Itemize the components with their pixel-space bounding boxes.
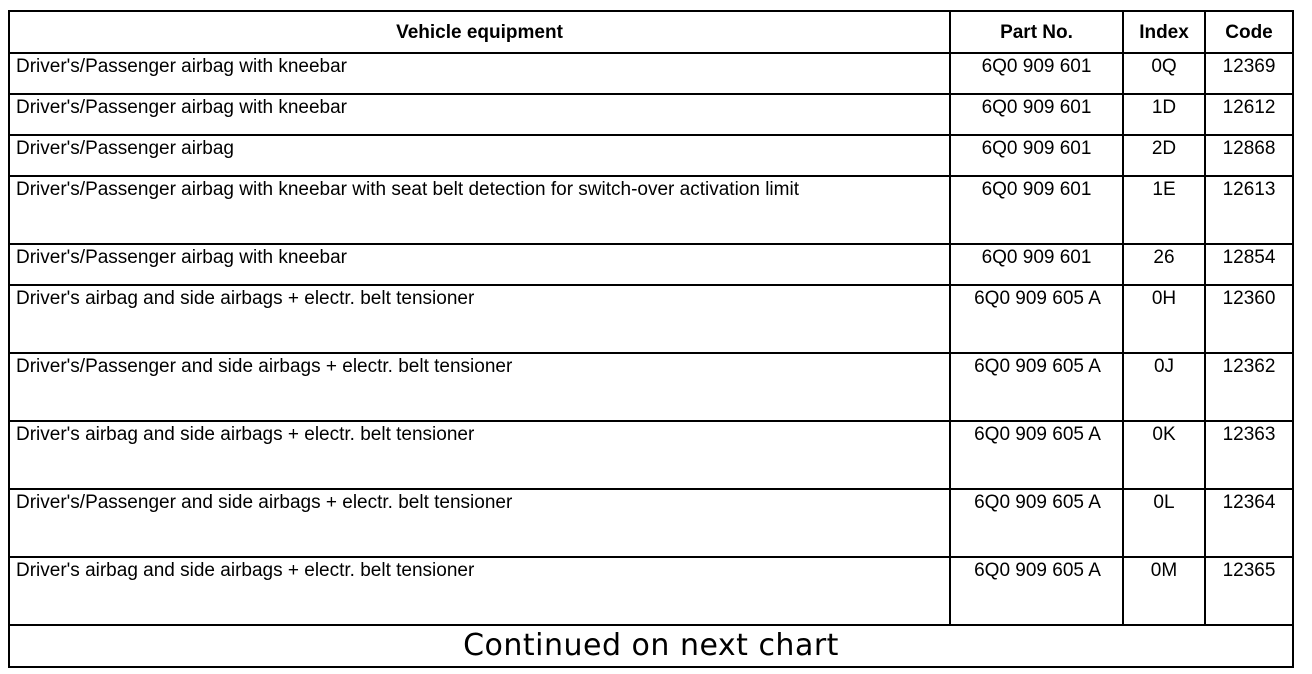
header-code: Code <box>1205 11 1293 53</box>
part-no-cell: 6Q0 909 601 <box>950 94 1123 135</box>
equipment-cell: Driver's/Passenger airbag with kneebar <box>9 94 950 135</box>
table-row <box>9 285 1293 353</box>
table-row <box>9 489 1293 557</box>
vehicle-equipment-table <box>8 10 1294 668</box>
code-cell: 12854 <box>1205 244 1293 285</box>
code-cell: 12613 <box>1205 176 1293 244</box>
part-no-cell: 6Q0 909 601 <box>950 244 1123 285</box>
index-cell: 1E <box>1123 176 1205 244</box>
code-cell: 12360 <box>1205 285 1293 353</box>
part-no-cell: 6Q0 909 605 A <box>950 285 1123 353</box>
table-header-row <box>9 11 1293 53</box>
equipment-cell: Driver's/Passenger and side airbags + electr. belt tensioner <box>9 489 950 557</box>
table-row <box>9 176 1293 244</box>
code-cell: 12364 <box>1205 489 1293 557</box>
table-row <box>9 135 1293 176</box>
equipment-cell: Driver's/Passenger airbag with kneebar <box>9 53 950 94</box>
index-cell: 0K <box>1123 421 1205 489</box>
index-cell: 0Q <box>1123 53 1205 94</box>
equipment-cell: Driver's/Passenger and side airbags + electr. belt tensioner <box>9 353 950 421</box>
code-cell: 12868 <box>1205 135 1293 176</box>
table-row <box>9 353 1293 421</box>
part-no-cell: 6Q0 909 605 A <box>950 557 1123 625</box>
code-cell: 12612 <box>1205 94 1293 135</box>
table-row <box>9 244 1293 285</box>
index-cell: 0H <box>1123 285 1205 353</box>
table-row <box>9 53 1293 94</box>
part-no-cell: 6Q0 909 601 <box>950 135 1123 176</box>
code-cell: 12362 <box>1205 353 1293 421</box>
equipment-cell: Driver's/Passenger airbag <box>9 135 950 176</box>
index-cell: 0M <box>1123 557 1205 625</box>
table-row <box>9 94 1293 135</box>
index-cell: 1D <box>1123 94 1205 135</box>
index-cell: 0L <box>1123 489 1205 557</box>
equipment-cell: Driver's airbag and side airbags + electr. belt tensioner <box>9 285 950 353</box>
equipment-cell: Driver's airbag and side airbags + electr. belt tensioner <box>9 421 950 489</box>
index-cell: 2D <box>1123 135 1205 176</box>
part-no-cell: 6Q0 909 605 A <box>950 421 1123 489</box>
table-footer-row <box>9 625 1293 667</box>
index-cell: 26 <box>1123 244 1205 285</box>
equipment-cell: Driver's/Passenger airbag with kneebar with seat belt detection for switch-over activation limit <box>9 176 950 244</box>
header-part-no: Part No. <box>950 11 1123 53</box>
header-vehicle-equipment: Vehicle equipment <box>9 11 950 53</box>
index-cell: 0J <box>1123 353 1205 421</box>
code-cell: 12363 <box>1205 421 1293 489</box>
table-row <box>9 557 1293 625</box>
part-no-cell: 6Q0 909 601 <box>950 53 1123 94</box>
equipment-cell: Driver's airbag and side airbags + electr. belt tensioner <box>9 557 950 625</box>
equipment-cell: Driver's/Passenger airbag with kneebar <box>9 244 950 285</box>
table-row <box>9 421 1293 489</box>
part-no-cell: 6Q0 909 605 A <box>950 353 1123 421</box>
part-no-cell: 6Q0 909 601 <box>950 176 1123 244</box>
header-index: Index <box>1123 11 1205 53</box>
part-no-cell: 6Q0 909 605 A <box>950 489 1123 557</box>
continued-on-next-chart-note: Continued on next chart <box>9 625 1293 667</box>
code-cell: 12365 <box>1205 557 1293 625</box>
code-cell: 12369 <box>1205 53 1293 94</box>
